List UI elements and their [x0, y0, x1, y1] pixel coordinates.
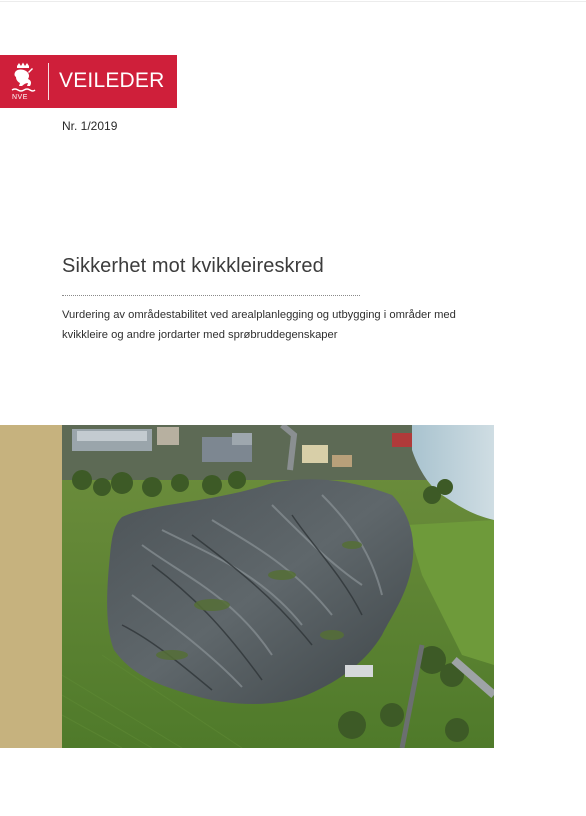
veileder-badge: [0, 55, 177, 108]
subtitle-line-1: Vurdering av områdestabilitet ved arealplanlegging og utbygging i områder med: [62, 309, 456, 321]
title-divider: [62, 295, 360, 296]
document-subtitle: [62, 305, 522, 345]
series-label: VEILEDER: [59, 69, 165, 92]
top-border: [0, 1, 586, 2]
badge-divider: [48, 63, 49, 100]
issue-number: Nr. 1/2019: [62, 119, 118, 133]
logo-text: NVE: [12, 94, 28, 101]
subtitle-line-2: kvikkleire og andre jordarter med sprøbruddegenskaper: [62, 329, 338, 341]
side-color-bar: [0, 425, 62, 748]
landslide-illustration: [62, 425, 494, 748]
landslide-photo: [62, 425, 494, 748]
document-title: Sikkerhet mot kvikkleireskred: [62, 255, 324, 277]
